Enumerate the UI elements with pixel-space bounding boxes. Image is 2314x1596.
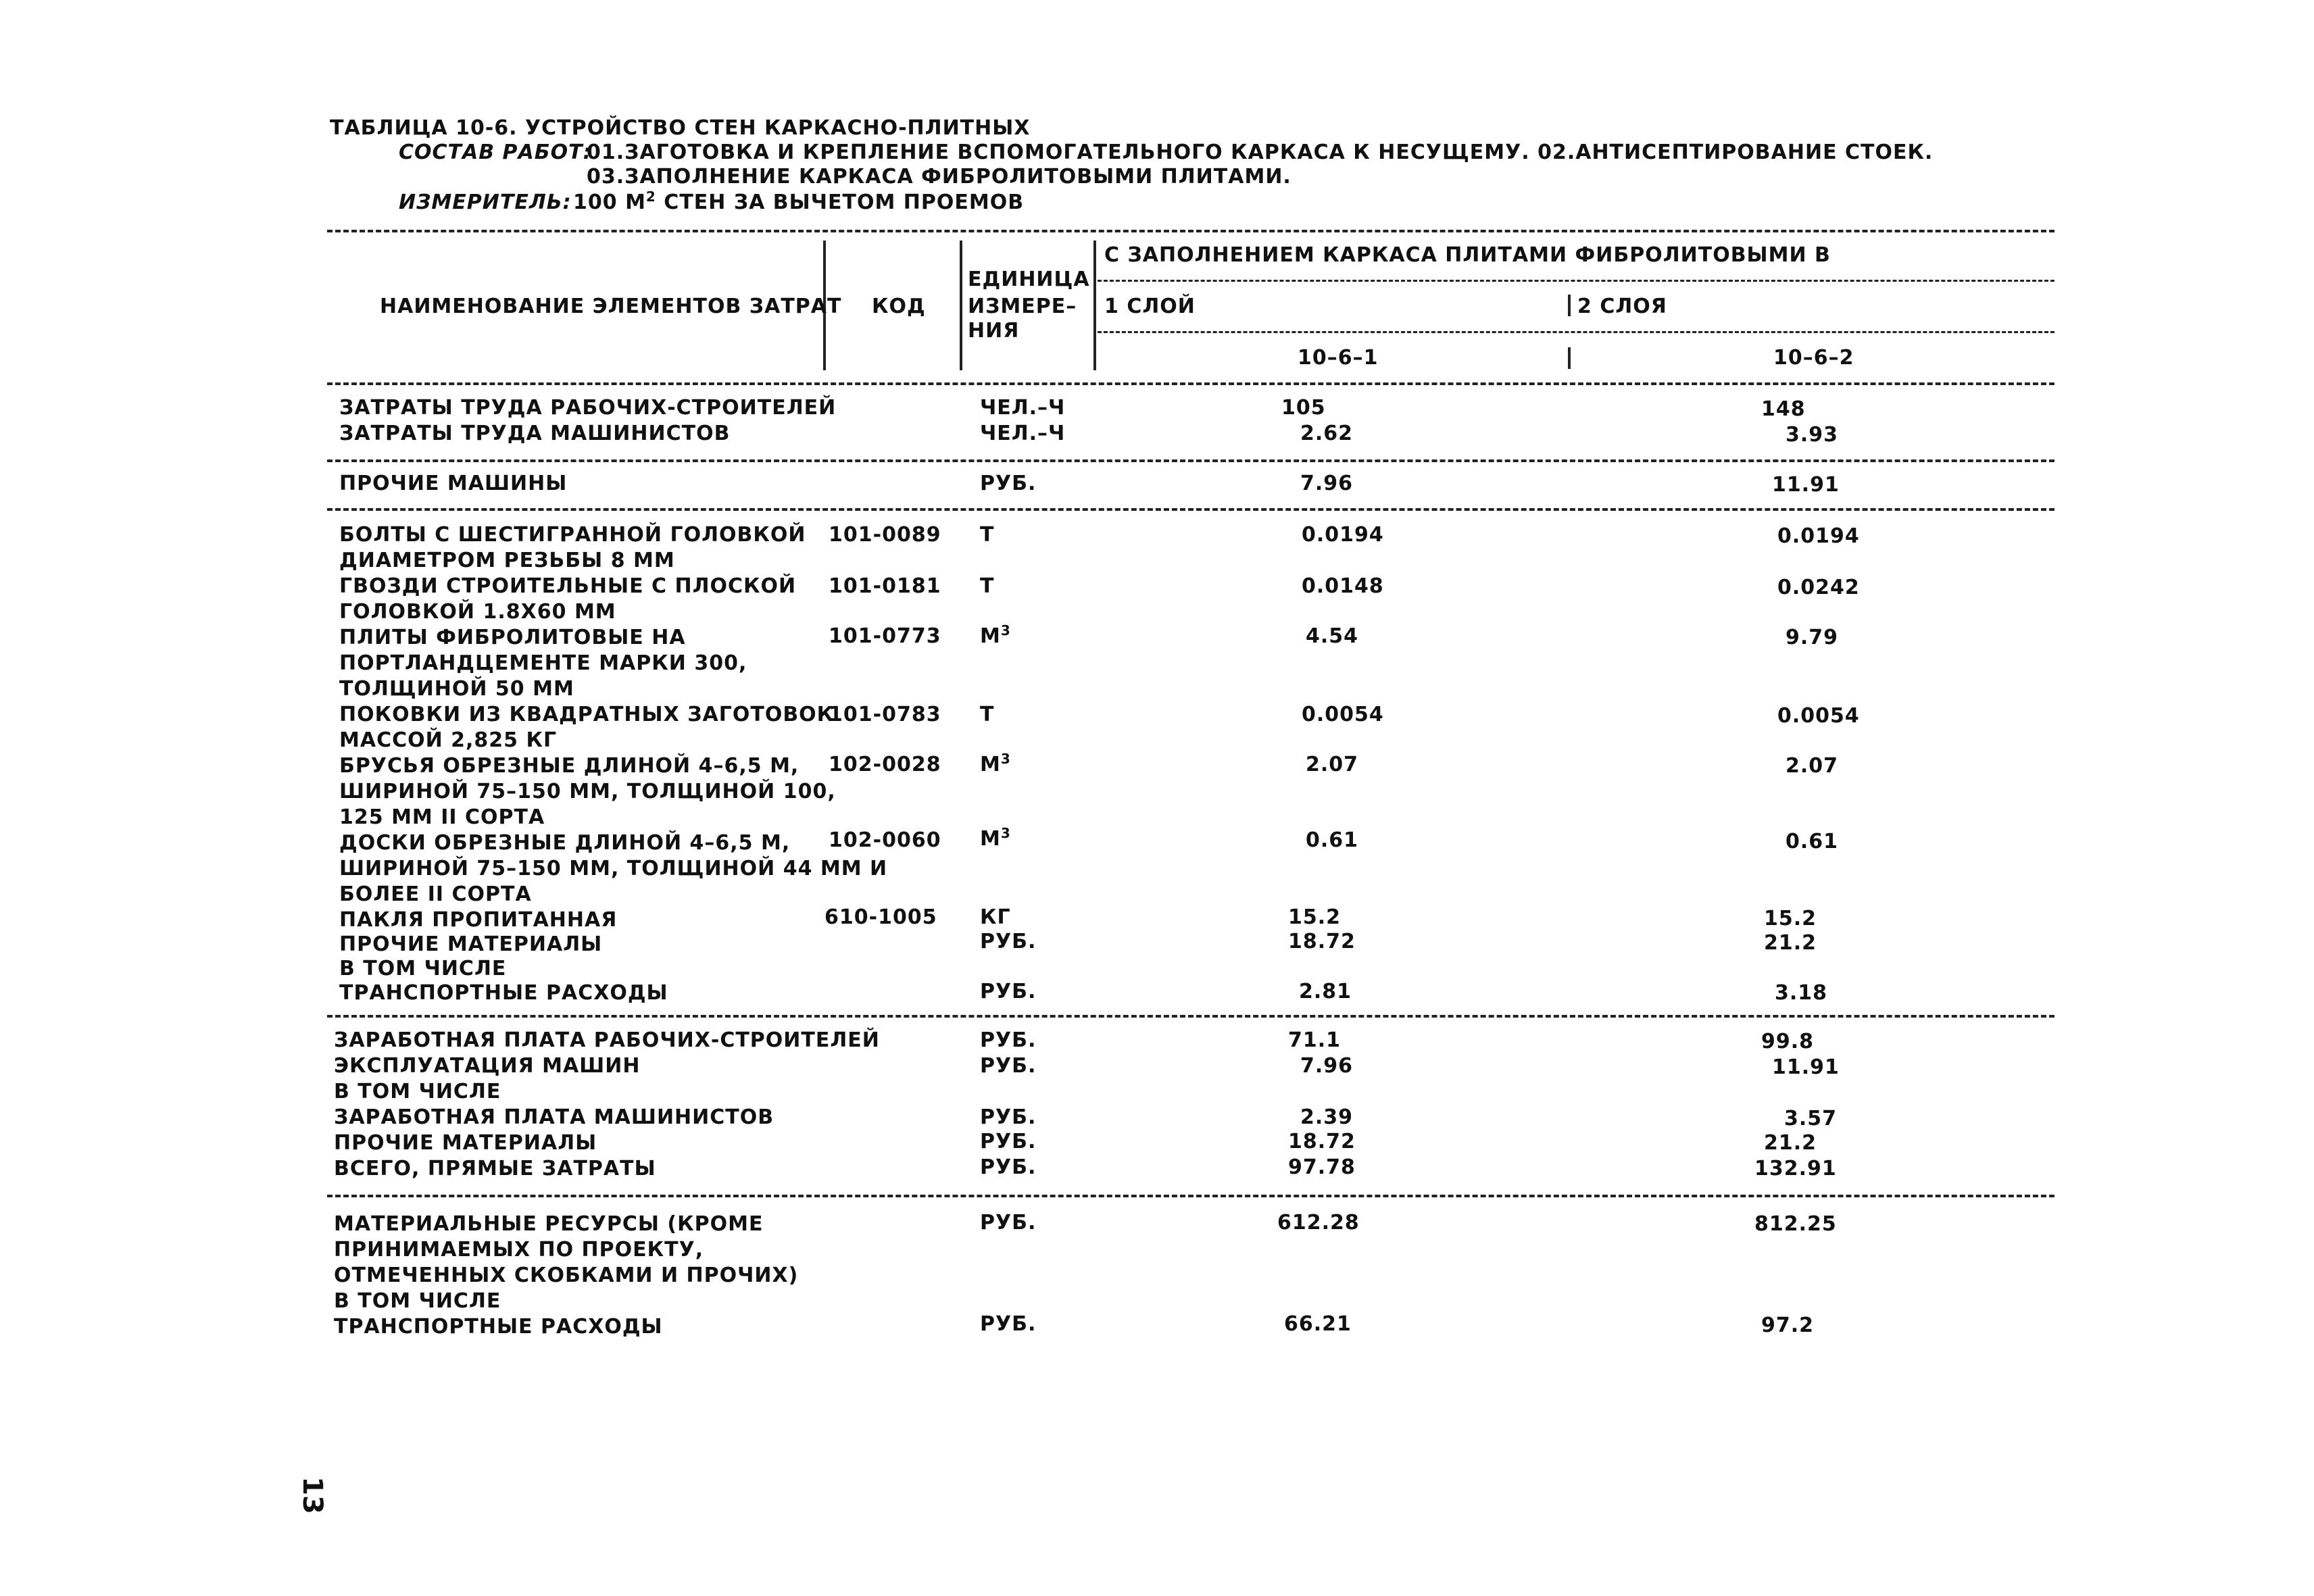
row-tow-v1: 15.2 xyxy=(1288,905,1341,929)
rule-s1 xyxy=(327,459,2054,462)
row-bolts-v2: 0.0194 xyxy=(1777,524,1860,548)
row-labour-operators-unit: ЧЕЛ.–Ч xyxy=(980,422,1066,445)
row-nails-l1: ГВОЗДИ СТРОИТЕЛЬНЫЕ С ПЛОСКОЙ xyxy=(339,574,797,598)
row-including-1: В ТОМ ЧИСЛЕ xyxy=(339,957,507,980)
row-forgings-v2: 0.0054 xyxy=(1777,704,1860,728)
work-line-2: 03.ЗАПОЛНЕНИЕ КАРКАСА ФИБРОЛИТОВЫМИ ПЛИТАМИ. xyxy=(587,165,1291,189)
row-labour-workers-v1: 105 xyxy=(1281,396,1326,420)
row-labour-operators-v2: 3.93 xyxy=(1786,423,1839,447)
header-unit-l3: НИЯ xyxy=(968,319,1020,343)
row-other-materials: ПРОЧИЕ МАТЕРИАЛЫ xyxy=(339,932,603,956)
rule-header-bottom xyxy=(327,382,2054,385)
header-code-col: КОД xyxy=(872,295,926,318)
row-labour-operators: ЗАТРАТЫ ТРУДА МАШИНИСТОВ xyxy=(339,422,731,445)
row-beams-l2: ШИРИНОЙ 75–150 ММ, ТОЛЩИНОЙ 100, xyxy=(339,780,836,803)
row-bolts-v1: 0.0194 xyxy=(1302,523,1384,547)
row-transport-1-v2: 3.18 xyxy=(1775,981,1828,1005)
row-machine-operation-unit: РУБ. xyxy=(980,1054,1037,1078)
header-unit-l1: ЕДИНИЦА xyxy=(968,268,1090,291)
work-line-1: 01.ЗАГОТОВКА И КРЕПЛЕНИЕ ВСПОМОГАТЕЛЬНОГО КАРКАСА К НЕСУЩЕМУ. 02.АНТИСЕПТИРОВАНИЕ СТОЕК. xyxy=(587,141,1934,164)
row-wages-workers-unit: РУБ. xyxy=(980,1028,1037,1052)
header-group: С ЗАПОЛНЕНИЕМ КАРКАСА ПЛИТАМИ ФИБРОЛИТОВЫМИ В xyxy=(1104,243,1831,267)
row-bolts-unit: Т xyxy=(980,523,995,547)
row-forgings-l1: ПОКОВКИ ИЗ КВАДРАТНЫХ ЗАГОТОВОК xyxy=(339,703,835,726)
row-wages-operators-v1: 2.39 xyxy=(1300,1105,1354,1129)
row-nails-l2: ГОЛОВКОЙ 1.8X60 ММ xyxy=(339,600,616,624)
row-beams-v1: 2.07 xyxy=(1306,753,1359,776)
row-tow: ПАКЛЯ ПРОПИТАННАЯ xyxy=(339,908,618,932)
row-other-machines-v2: 11.91 xyxy=(1772,473,1840,497)
row-labour-workers: ЗАТРАТЫ ТРУДА РАБОЧИХ-СТРОИТЕЛЕЙ xyxy=(339,396,837,420)
row-other-materials-2-unit: РУБ. xyxy=(980,1130,1037,1153)
row-forgings-code: 101-0783 xyxy=(829,703,941,726)
row-transport-1-v1: 2.81 xyxy=(1299,980,1352,1003)
row-fibrolite-l3: ТОЛЩИНОЙ 50 ММ xyxy=(339,677,574,701)
row-other-materials-2-v2: 21.2 xyxy=(1764,1131,1817,1155)
header-bar-2 xyxy=(960,241,962,370)
row-tow-v2: 15.2 xyxy=(1764,907,1817,930)
row-including-3: В ТОМ ЧИСЛЕ xyxy=(334,1289,501,1313)
row-other-materials-2: ПРОЧИЕ МАТЕРИАЛЫ xyxy=(334,1131,597,1155)
row-machine-operation-v1: 7.96 xyxy=(1300,1054,1354,1078)
row-nails-code: 101-0181 xyxy=(829,574,941,598)
row-other-machines: ПРОЧИЕ МАШИНЫ xyxy=(339,472,568,495)
row-fibrolite-l1: ПЛИТЫ ФИБРОЛИТОВЫЕ НА xyxy=(339,626,686,649)
row-nails-unit: Т xyxy=(980,574,995,598)
row-fibrolite-v1: 4.54 xyxy=(1306,624,1359,648)
row-material-resources-v2: 812.25 xyxy=(1754,1212,1837,1236)
row-material-resources-l1: МАТЕРИАЛЬНЫЕ РЕСУРСЫ (КРОМЕ xyxy=(334,1212,764,1236)
header-bar-5 xyxy=(1568,347,1571,369)
row-boards-v1: 0.61 xyxy=(1306,828,1359,852)
row-labour-workers-unit: ЧЕЛ.–Ч xyxy=(980,396,1066,420)
row-transport-2-unit: РУБ. xyxy=(980,1312,1037,1336)
header-code-2: 10–6–2 xyxy=(1773,346,1854,370)
row-forgings-v1: 0.0054 xyxy=(1302,703,1384,726)
row-forgings-l2: МАССОЙ 2,825 КГ xyxy=(339,728,558,752)
row-total-direct: ВСЕГО, ПРЯМЫЕ ЗАТРАТЫ xyxy=(334,1157,656,1180)
row-tow-code: 610-1005 xyxy=(824,905,937,929)
row-boards-l2: ШИРИНОЙ 75–150 ММ, ТОЛЩИНОЙ 44 ММ И xyxy=(339,857,888,880)
row-forgings-unit: Т xyxy=(980,703,995,726)
row-beams-v2: 2.07 xyxy=(1786,754,1839,778)
row-other-materials-v2: 21.2 xyxy=(1764,931,1817,955)
rule-header-group xyxy=(1098,280,2054,282)
row-beams-code: 102-0028 xyxy=(829,753,941,776)
header-bar-4 xyxy=(1568,295,1571,316)
row-boards-code: 102-0060 xyxy=(829,828,941,852)
row-labour-workers-v2: 148 xyxy=(1761,397,1806,421)
row-wages-operators: ЗАРАБОТНАЯ ПЛАТА МАШИНИСТОВ xyxy=(334,1105,774,1129)
row-other-materials-2-v1: 18.72 xyxy=(1288,1130,1356,1153)
row-fibrolite-code: 101-0773 xyxy=(829,624,941,648)
row-beams-l3: 125 ММ II СОРТА xyxy=(339,805,545,829)
row-material-resources-l3: ОТМЕЧЕННЫХ СКОБКАМИ И ПРОЧИХ) xyxy=(334,1264,799,1287)
row-bolts-l2: ДИАМЕТРОМ РЕЗЬБЫ 8 ММ xyxy=(339,549,675,572)
row-wages-workers-v1: 71.1 xyxy=(1288,1028,1341,1052)
row-beams-unit: $М^3$ xyxy=(980,751,1011,776)
table-title: ТАБЛИЦА 10-6. УСТРОЙСТВО СТЕН КАРКАСНО-ПЛИТНЫХ xyxy=(330,116,1031,140)
row-machine-operation-v2: 11.91 xyxy=(1772,1055,1840,1079)
row-total-direct-v1: 97.78 xyxy=(1288,1155,1356,1179)
header-sub-2: 2 СЛОЯ xyxy=(1577,295,1667,318)
rule-s3 xyxy=(327,1015,2054,1018)
row-fibrolite-v2: 9.79 xyxy=(1786,626,1839,649)
row-bolts-code: 101-0089 xyxy=(829,523,941,547)
row-boards-l3: БОЛЕЕ II СОРТА xyxy=(339,882,532,906)
row-other-machines-v1: 7.96 xyxy=(1300,472,1354,495)
header-name-col: НАИМЕНОВАНИЕ ЭЛЕМЕНТОВ ЗАТРАТ xyxy=(380,295,842,318)
row-boards-unit: $М^3$ xyxy=(980,825,1011,851)
measure-label: ИЗМЕРИТЕЛЬ: xyxy=(399,191,572,214)
row-wages-workers-v2: 99.8 xyxy=(1761,1030,1815,1053)
row-fibrolite-unit: $М^3$ xyxy=(980,622,1011,648)
row-other-materials-v1: 18.72 xyxy=(1288,930,1356,953)
row-total-direct-v2: 132.91 xyxy=(1754,1157,1837,1180)
row-total-direct-unit: РУБ. xyxy=(980,1155,1037,1179)
measure-value: 100 $М^2$ СТЕН ЗА ВЫЧЕТОМ ПРОЕМОВ xyxy=(573,189,1025,214)
rule-s2 xyxy=(327,508,2054,511)
header-bar-3 xyxy=(1093,241,1096,370)
work-label: СОСТАВ РАБОТ: xyxy=(399,141,592,164)
row-other-materials-unit: РУБ. xyxy=(980,930,1037,953)
row-nails-v1: 0.0148 xyxy=(1302,574,1384,598)
row-beams-l1: БРУСЬЯ ОБРЕЗНЫЕ ДЛИНОЙ 4–6,5 М, xyxy=(339,754,799,778)
row-fibrolite-l2: ПОРТЛАНДЦЕМЕНТЕ МАРКИ 300, xyxy=(339,651,747,675)
row-machine-operation: ЭКСПЛУАТАЦИЯ МАШИН xyxy=(334,1054,641,1078)
row-transport-1: ТРАНСПОРТНЫЕ РАСХОДЫ xyxy=(339,981,668,1005)
page-number: 13 xyxy=(296,1476,328,1514)
row-boards-l1: ДОСКИ ОБРЕЗНЫЕ ДЛИНОЙ 4–6,5 М, xyxy=(339,831,791,855)
header-unit-l2: ИЗМЕРЕ– xyxy=(968,295,1077,318)
rule-s4 xyxy=(327,1195,2054,1197)
row-nails-v2: 0.0242 xyxy=(1777,576,1860,599)
row-material-resources-l2: ПРИНИМАЕМЫХ ПО ПРОЕКТУ, xyxy=(334,1238,704,1262)
header-sub-1: 1 СЛОЙ xyxy=(1104,295,1196,318)
row-wages-workers: ЗАРАБОТНАЯ ПЛАТА РАБОЧИХ-СТРОИТЕЛЕЙ xyxy=(334,1028,880,1052)
row-wages-operators-v2: 3.57 xyxy=(1784,1107,1838,1130)
row-bolts-l1: БОЛТЫ С ШЕСТИГРАННОЙ ГОЛОВКОЙ xyxy=(339,523,806,547)
row-material-resources-v1: 612.28 xyxy=(1277,1211,1360,1235)
row-transport-2: ТРАНСПОРТНЫЕ РАСХОДЫ xyxy=(334,1315,663,1339)
row-other-machines-unit: РУБ. xyxy=(980,472,1037,495)
row-boards-v2: 0.61 xyxy=(1786,830,1839,853)
row-transport-2-v2: 97.2 xyxy=(1761,1314,1815,1337)
row-labour-operators-v1: 2.62 xyxy=(1300,422,1354,445)
rule-top xyxy=(327,230,2054,232)
rule-header-sub xyxy=(1098,331,2054,333)
row-transport-1-unit: РУБ. xyxy=(980,980,1037,1003)
row-transport-2-v1: 66.21 xyxy=(1284,1312,1352,1336)
row-material-resources-unit: РУБ. xyxy=(980,1211,1037,1235)
row-including-2: В ТОМ ЧИСЛЕ xyxy=(334,1080,501,1103)
row-tow-unit: КГ xyxy=(980,905,1011,929)
row-wages-operators-unit: РУБ. xyxy=(980,1105,1037,1129)
header-code-1: 10–6–1 xyxy=(1298,346,1379,370)
